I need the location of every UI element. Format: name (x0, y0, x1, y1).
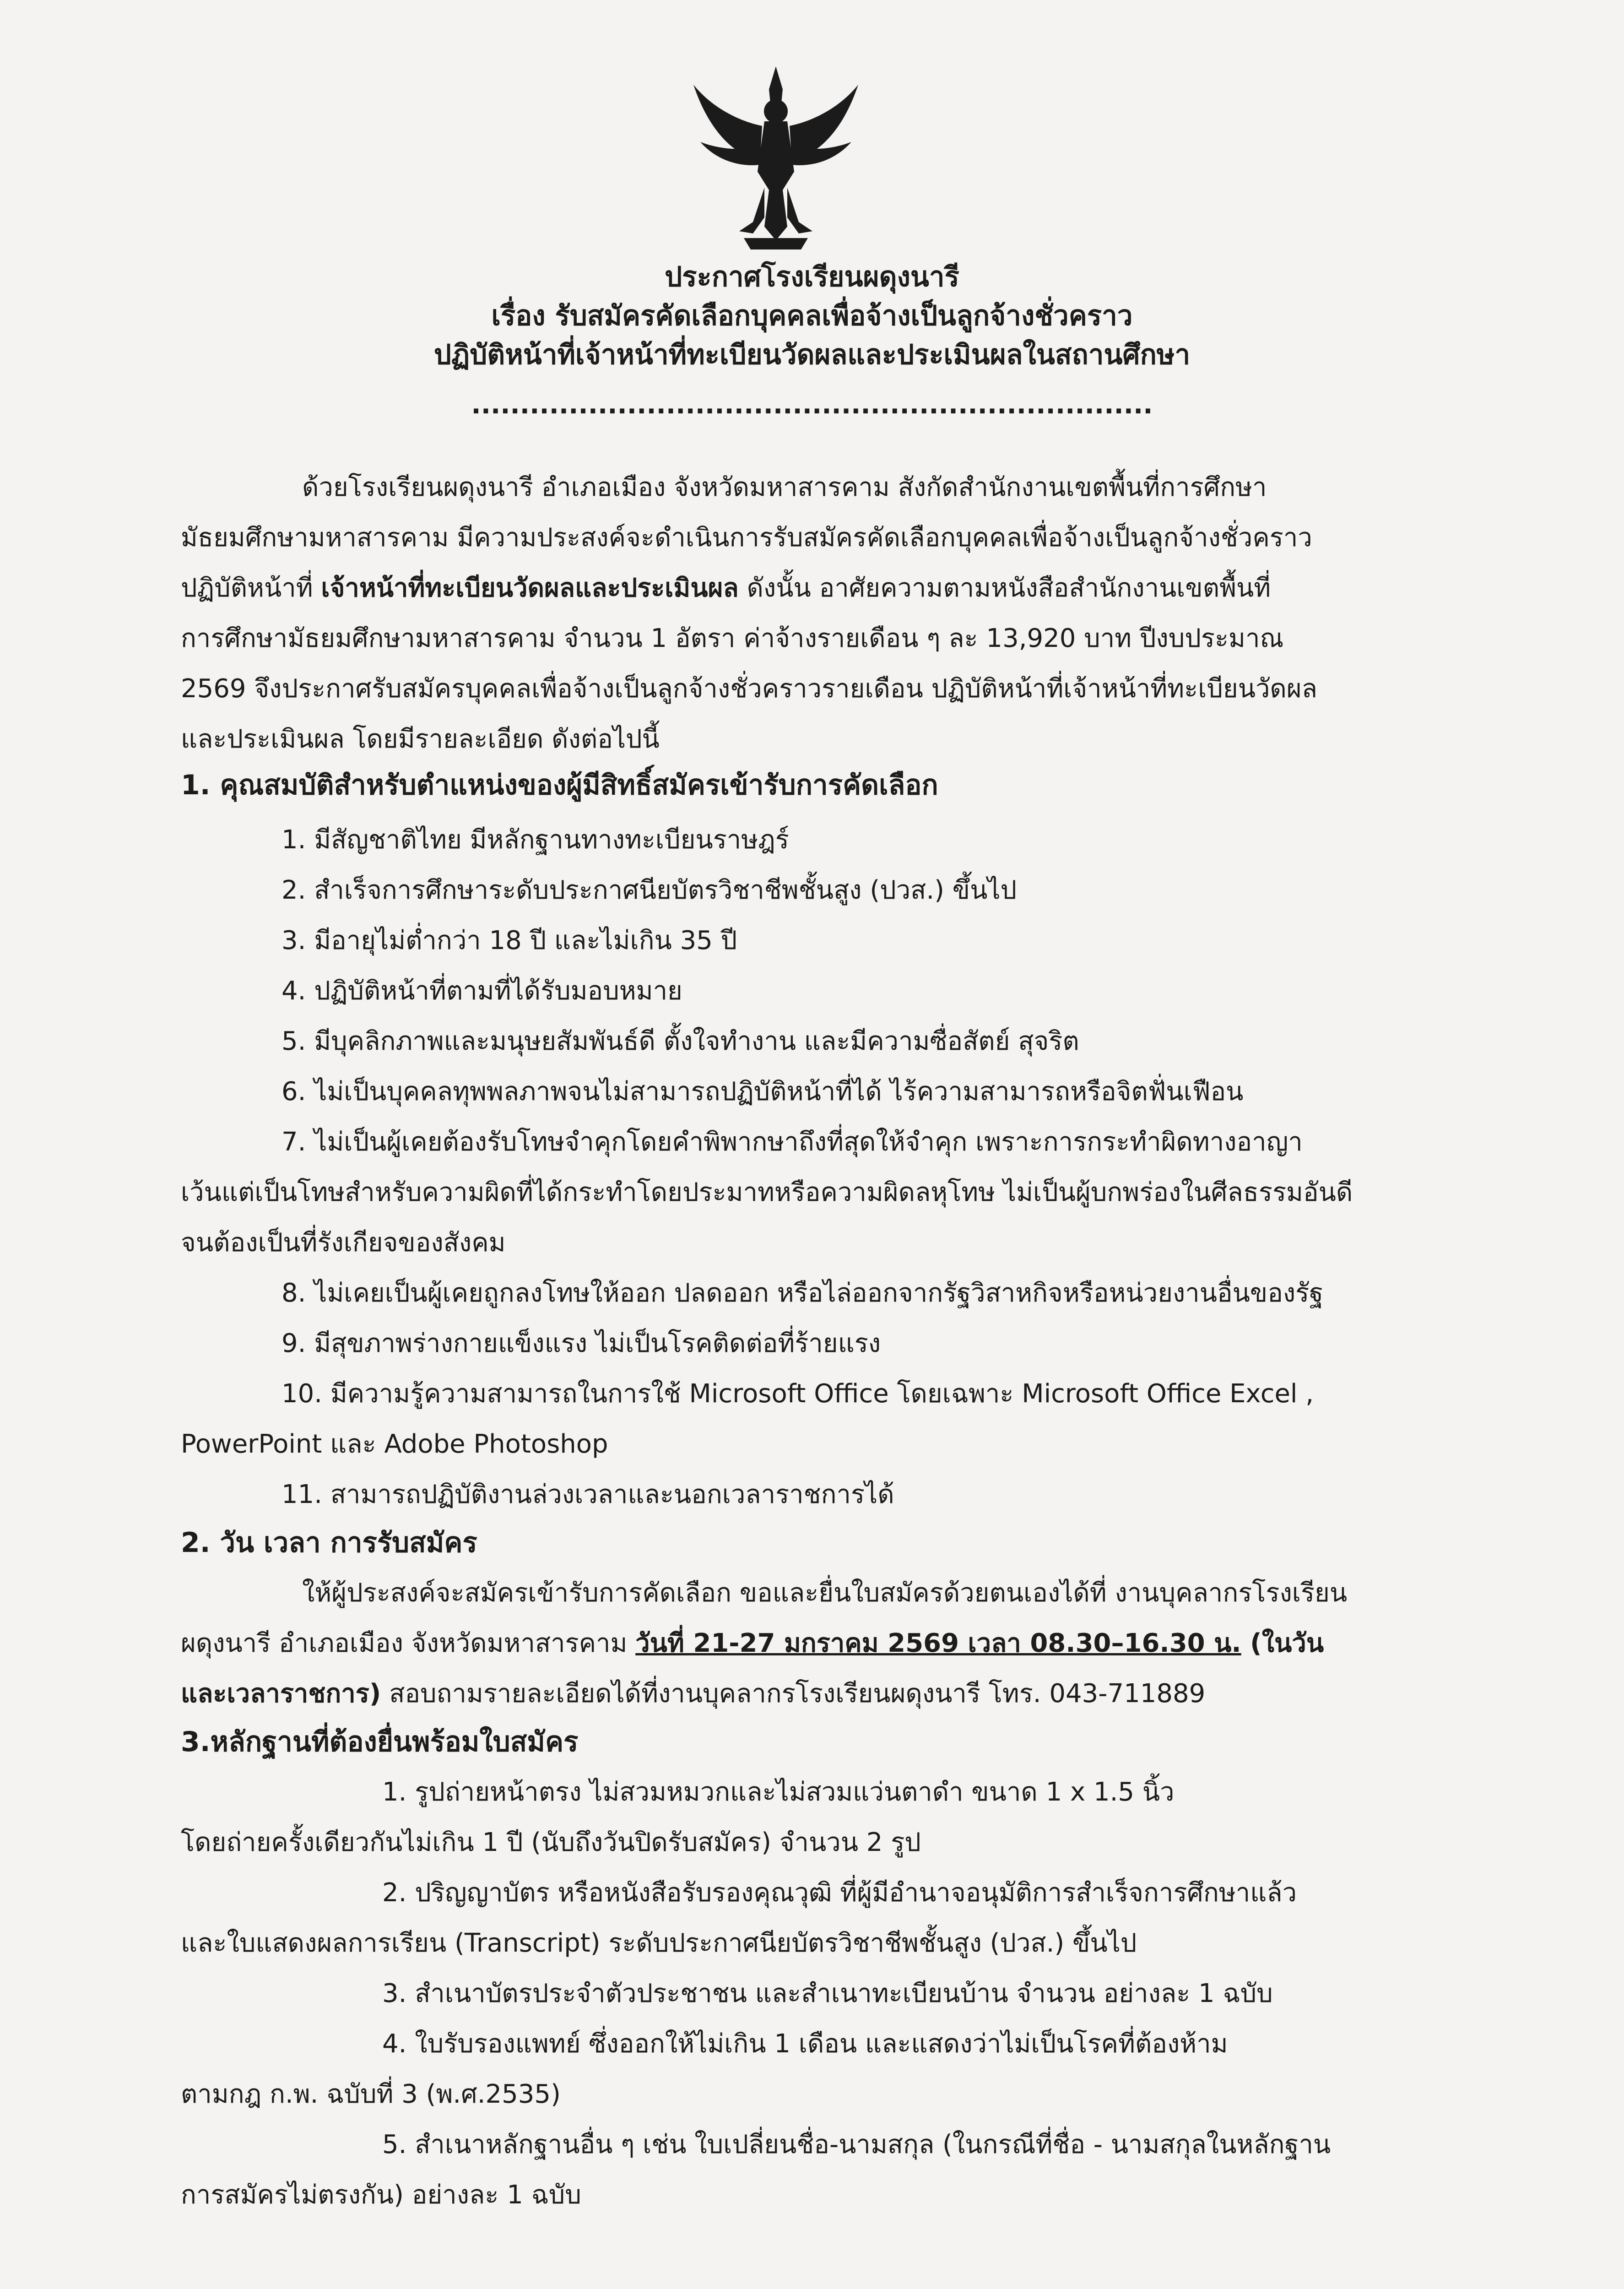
document-item: 5. สำเนาหลักฐานอื่น ๆ เช่น ใบเปลี่ยนชื่อ-นามสกุล (ในกรณีที่ชื่อ - นามสกุลในหลักฐาน (382, 2130, 1331, 2159)
section-1-title: 1. คุณสมบัติสำหรับตำแหน่งของผู้มีสิทธิ์สมัครเข้ารับการคัดเลือก (181, 769, 938, 801)
section-2-title: 2. วัน เวลา การรับสมัคร (181, 1527, 477, 1559)
title-divider: ...................................................................... (471, 390, 1153, 420)
qualification-item: 7. ไม่เป็นผู้เคยต้องรับโทษจำคุกโดยคำพิพากษาถึงที่สุดให้จำคุก เพราะการกระทำผิดทางอาญา (281, 1127, 1303, 1157)
document-item-continued: และใบแสดงผลการเรียน (Transcript) ระดับประกาศนียบัตรวิชาชีพชั้นสูง (ปวส.) ขึ้นไป (181, 1928, 1137, 1958)
application-dates: วันที่ 21-27 มกราคม 2569 เวลา 08.30–16.30 น. (635, 1628, 1241, 1658)
document-item: 3. สำเนาบัตรประจำตัวประชาชน และสำเนาทะเบียนบ้าน จำนวน อย่างละ 1 ฉบับ (382, 1979, 1273, 2008)
qualification-item: 3. มีอายุไม่ต่ำกว่า 18 ปี และไม่เกิน 35 ปี (281, 926, 737, 955)
intro-line: และประเมินผล โดยมีรายละเอียด ดังต่อไปนี้ (181, 724, 660, 754)
qualification-item: 2. สำเร็จการศึกษาระดับประกาศนียบัตรวิชาชีพชั้นสูง (ปวส.) ขึ้นไป (281, 875, 1017, 905)
announcement-subject: เรื่อง รับสมัครคัดเลือกบุคคลเพื่อจ้างเป็นลูกจ้างชั่วคราว (491, 300, 1133, 332)
application-line: ผดุงนารี อำเภอเมือง จังหวัดมหาสารคาม วันที่ 21-27 มกราคม 2569 เวลา 08.30–16.30 น. (ในวัน (181, 1628, 1324, 1658)
qualification-item: 9. มีสุขภาพร่างกายแข็งแรง ไม่เป็นโรคติดต่อที่ร้ายแรง (281, 1329, 881, 1358)
qualification-item: 1. มีสัญชาติไทย มีหลักฐานทางทะเบียนราษฎร์ (281, 825, 789, 855)
document-item: 1. รูปถ่ายหน้าตรง ไม่สวมหมวกและไม่สวมแว่นตาดำ ขนาด 1 x 1.5 นิ้ว (382, 1777, 1175, 1807)
document-item-continued: การสมัครไม่ตรงกัน) อย่างละ 1 ฉบับ (181, 2180, 581, 2210)
announcement-title: ประกาศโรงเรียนผดุงนารี (665, 261, 959, 293)
application-line: ให้ผู้ประสงค์จะสมัครเข้ารับการคัดเลือก ขอและยื่นใบสมัครด้วยตนเองได้ที่ งานบุคลากรโรงเรียน (302, 1578, 1348, 1608)
document-item-continued: โดยถ่ายครั้งเดียวกันไม่เกิน 1 ปี (นับถึงวันปิดรับสมัคร) จำนวน 2 รูป (181, 1828, 921, 1857)
qualification-item: 8. ไม่เคยเป็นผู้เคยถูกลงโทษให้ออก ปลดออก หรือไล่ออกจากรัฐวิสาหกิจหรือหน่วยงานอื่นของรัฐ (281, 1278, 1324, 1308)
intro-line: ด้วยโรงเรียนผดุงนารี อำเภอเมือง จังหวัดมหาสารคาม สังกัดสำนักงานเขตพื้นที่การศึกษา (302, 472, 1267, 502)
intro-line: 2569 จึงประกาศรับสมัครบุคคลเพื่อจ้างเป็นลูกจ้างชั่วคราวรายเดือน ปฏิบัติหน้าที่เจ้าหน้าที่ทะเบียนวัดผล (181, 674, 1317, 704)
qualification-item-continued: จนต้องเป็นที่รังเกียจของสังคม (181, 1228, 506, 1258)
qualification-item: 5. มีบุคลิกภาพและมนุษยสัมพันธ์ดี ตั้งใจทำงาน และมีความซื่อสัตย์ สุจริต (281, 1026, 1079, 1056)
intro-line: มัธยมศึกษามหาสารคาม มีความประสงค์จะดำเนินการรับสมัครคัดเลือกบุคคลเพื่อจ้างเป็นลูกจ้างชั่วคราว (181, 523, 1312, 553)
qualification-item-continued: PowerPoint และ Adobe Photoshop (181, 1429, 608, 1459)
qualification-item-continued: เว้นแต่เป็นโทษสำหรับความผิดที่ได้กระทำโดยประมาทหรือความผิดลหุโทษ ไม่เป็นผู้บกพร่องในศีลธรรมอันดี (181, 1177, 1353, 1207)
section-3-title: 3.หลักฐานที่ต้องยื่นพร้อมใบสมัคร (181, 1726, 579, 1758)
document-item: 2. ปริญญาบัตร หรือหนังสือรับรองคุณวุฒิ ที่ผู้มีอำนาจอนุมัติการสำเร็จการศึกษาแล้ว (382, 1878, 1297, 1908)
qualification-item: 6. ไม่เป็นบุคคลทุพพลภาพจนไม่สามารถปฏิบัติหน้าที่ได้ ไร้ความสามารถหรือจิตฟั่นเฟือน (281, 1077, 1244, 1107)
application-line: และเวลาราชการ) สอบถามรายละเอียดได้ที่งานบุคลากรโรงเรียนผดุงนารี โทร. 043-711889 (181, 1679, 1206, 1709)
position-name: เจ้าหน้าที่ทะเบียนวัดผลและประเมินผล (321, 573, 739, 603)
garuda-emblem-icon (684, 57, 867, 254)
intro-line: ปฏิบัติหน้าที่ เจ้าหน้าที่ทะเบียนวัดผลและประเมินผล ดังนั้น อาศัยความตามหนังสือสำนักงานเขตพื้นที่ (181, 573, 1271, 603)
document-item: 4. ใบรับรองแพทย์ ซึ่งออกให้ไม่เกิน 1 เดือน และแสดงว่าไม่เป็นโรคที่ต้องห้าม (382, 2029, 1228, 2059)
qualification-item: 10. มีความรู้ความสามารถในการใช้ Microsoft Office โดยเฉพาะ Microsoft Office Excel , (281, 1379, 1314, 1409)
announcement-position: ปฏิบัติหน้าที่เจ้าหน้าที่ทะเบียนวัดผลและประเมินผลในสถานศึกษา (433, 339, 1191, 371)
intro-line: การศึกษามัธยมศึกษามหาสารคาม จำนวน 1 อัตรา ค่าจ้างรายเดือน ๆ ละ 13,920 บาท ปีงบประมาณ (181, 624, 1284, 653)
document-item-continued: ตามกฎ ก.พ. ฉบับที่ 3 (พ.ศ.2535) (181, 2079, 561, 2109)
qualification-item: 4. ปฏิบัติหน้าที่ตามที่ได้รับมอบหมาย (281, 976, 682, 1006)
qualification-item: 11. สามารถปฏิบัติงานล่วงเวลาและนอกเวลาราชการได้ (281, 1480, 894, 1509)
